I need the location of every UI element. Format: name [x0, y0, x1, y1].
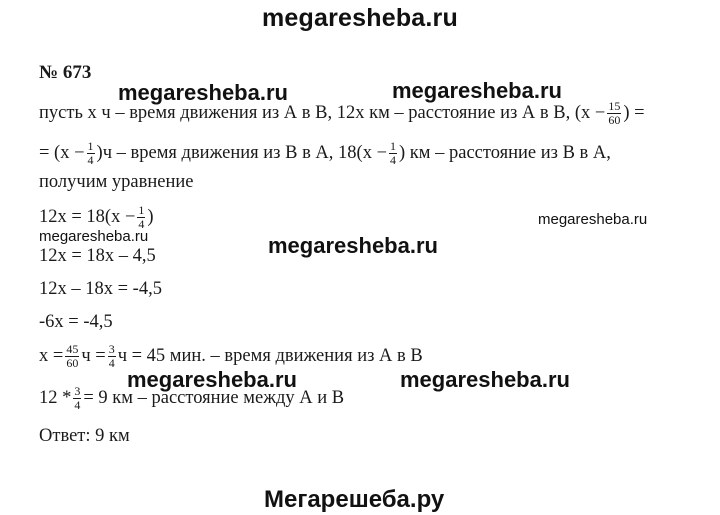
fraction-1-4: [137, 204, 145, 231]
fraction-numerator: 1: [138, 203, 145, 217]
fraction-numerator: 3: [74, 384, 81, 398]
site-watermark-bottom: Мегарешеба.ру: [264, 486, 445, 513]
fraction-denominator: 60: [608, 113, 621, 127]
fraction-1-4: [87, 140, 95, 167]
fraction-denominator: 60: [66, 356, 79, 370]
fraction-numerator: 1: [390, 139, 397, 153]
equation-6-part-b: = 9 км – расстояние между А и В: [83, 387, 345, 408]
fraction-denominator: 4: [87, 153, 94, 167]
fraction-denominator: 4: [74, 398, 81, 412]
fraction-denominator: 4: [390, 153, 397, 167]
watermark: megaresheba.ru: [400, 367, 570, 392]
watermark: megaresheba.ru: [118, 80, 288, 105]
equation-5-part-a: х =: [39, 345, 64, 366]
fraction-numerator: 3: [108, 342, 115, 356]
site-watermark-top: megaresheba.ru: [262, 4, 458, 32]
equation-6: [39, 385, 344, 412]
fraction-denominator: 4: [108, 356, 115, 370]
watermark: megaresheba.ru: [538, 211, 648, 228]
fraction-numerator: 45: [66, 342, 79, 356]
fraction-1-4: [389, 140, 397, 167]
equation-4: -6х = -4,5: [39, 312, 113, 332]
equation-6-part-a: 12 *: [39, 387, 72, 408]
line1-text: пусть х ч – время движения из А в В, 12х км – расстояние из А в В, (х −: [39, 102, 606, 123]
solution-line-3: получим уравнение: [39, 172, 194, 192]
equation-1: [39, 204, 154, 231]
fraction-3-4: [73, 385, 81, 412]
equation-5-part-c: ч = 45 мин. – время движения из А в В: [117, 345, 423, 366]
solution-line-1: [39, 100, 645, 127]
fraction-denominator: 4: [138, 217, 145, 231]
equation-1-right: ): [147, 206, 154, 227]
line2-part-b: )ч – время движения из В в А, 18(х −: [96, 142, 388, 163]
equation-5-part-b: ч =: [81, 345, 106, 366]
fraction-3-4: [108, 343, 116, 370]
fraction-15-60: [607, 100, 621, 127]
equation-5: [39, 343, 423, 370]
watermark: megaresheba.ru: [392, 78, 562, 103]
line2-part-a: = (х −: [39, 142, 85, 163]
equation-1-left: 12х = 18(х −: [39, 206, 136, 227]
watermark: megaresheba.ru: [268, 233, 438, 258]
fraction-numerator: 1: [87, 139, 94, 153]
watermark: megaresheba.ru: [39, 228, 149, 245]
line1-tail: ) =: [623, 102, 645, 123]
equation-2: 12х = 18х – 4,5: [39, 246, 156, 266]
solution-line-2: [39, 140, 611, 167]
watermark: megaresheba.ru: [127, 367, 297, 392]
fraction-45-60: [65, 343, 79, 370]
equation-3: 12х – 18х = -4,5: [39, 279, 162, 299]
answer: Ответ: 9 км: [39, 426, 130, 446]
fraction-numerator: 15: [608, 99, 621, 113]
line2-part-c: ) км – расстояние из В в А,: [399, 142, 611, 163]
task-number: № 673: [39, 62, 92, 83]
